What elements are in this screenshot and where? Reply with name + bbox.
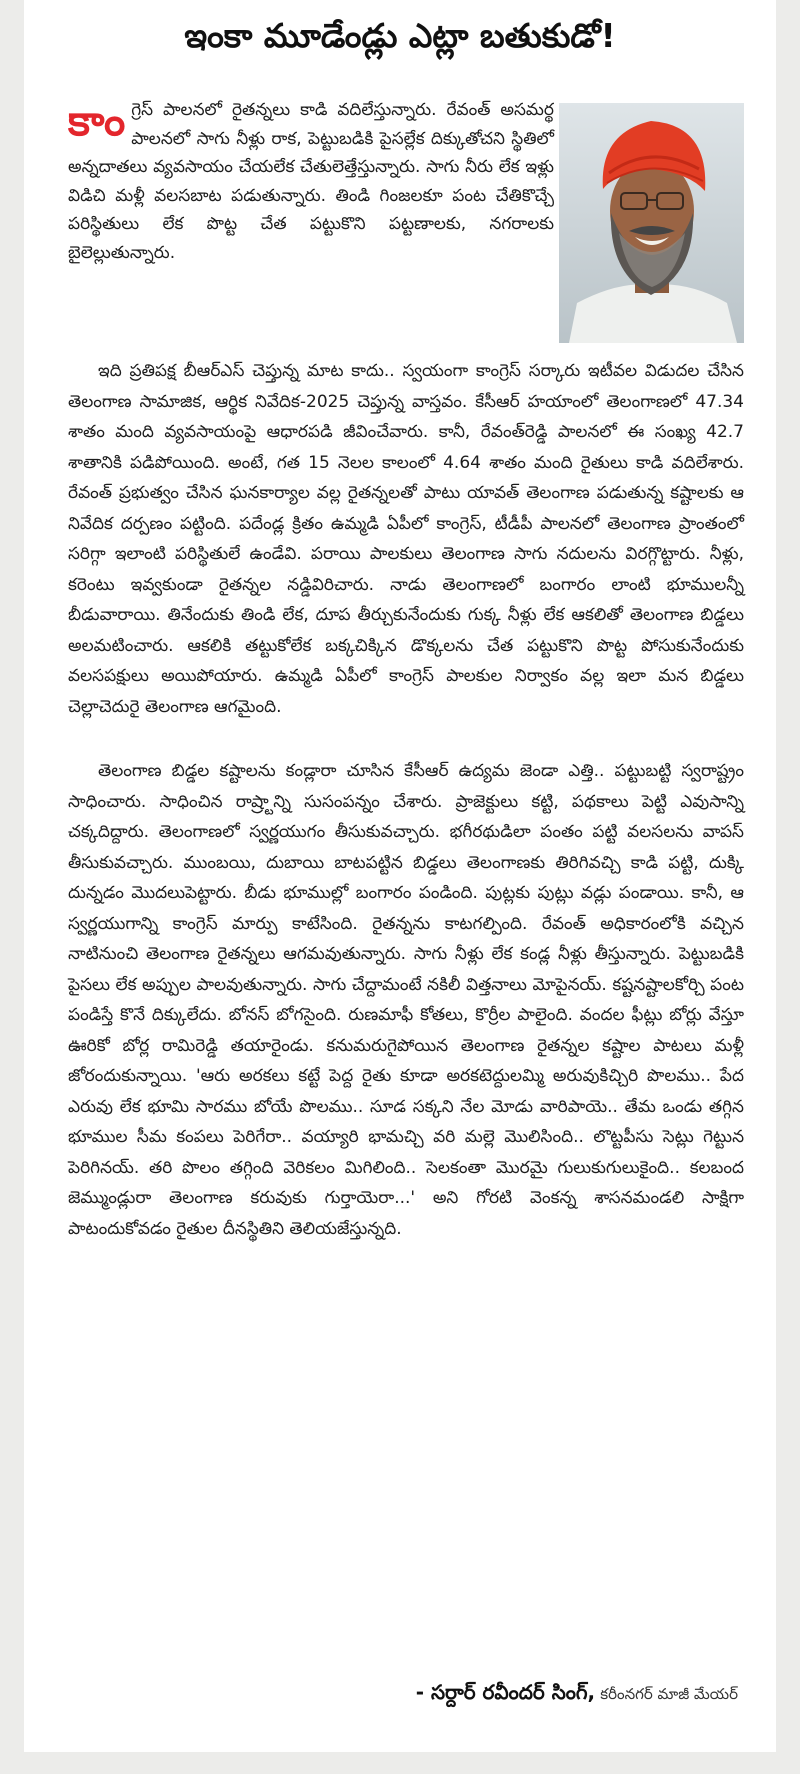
article-page xyxy=(24,0,776,1752)
drop-cap: కాం xyxy=(68,96,126,145)
body-paragraph: ఇది ప్రతిపక్ష బీఆర్ఎస్ చెప్తున్న మాట కాదు.. స్వయంగా కాంగ్రెస్ సర్కారు ఇటీవల విడుదల చేసిన తెలంగాణ సామాజిక, ఆర్థిక నివేదిక-2025 చెప్తున్న వాస్తవం. కేసీఆర్ హయాంలో తెలంగాణలో 47.34 శాతం మంది వ్యవసాయంపై ఆధారపడి జీవించేవారు. కానీ, రేవంత్‌రెడ్డి పాలనలో ఈ సంఖ్య 42.7 శాతానికి పడిపోయింది. అంటే, గత 15 నెలల కాలంలో 4.64 శాతం మంది రైతులు కాడి వదిలేశారు. రేవంత్ ప్రభుత్వం చేసిన ఘనకార్యాల వల్ల రైతన్నలతో పాటు యావత్ తెలంగాణ పడుతున్న కష్టాలకు ఆ నివేదిక దర్పణం పట్టింది. పదేండ్ల క్రితం ఉమ్మడి ఏపీలో కాంగ్రెస్, టీడీపీ పాలనలో తెలంగాణ ప్రాంతంలో సరిగ్గా ఇలాంటి పరిస్థితులే ఉండేవి. పరాయి పాలకులు తెలంగాణ సాగు నదులను విరగ్గొట్టారు. నీళ్లు, కరెంటు ఇవ్వకుండా రైతన్నల నడ్డివిరిచారు. నాడు తెలంగాణలో బంగారం లాంటి భూములన్నీ బీడువారాయి. తినేందుకు తిండి లేక, దూప తీర్చుకునేందుకు గుక్క నీళ్లు లేక ఆకలితో తెలంగాణ బిడ్డలు అలమటించారు. ఆకలికి తట్టుకోలేక బక్కచిక్కిన డొక్కలను చేత పట్టుకొని పొట్ట పోసుకునేందుకు వలసపక్షులు అయిపోయారు. ఉమ్మడి ఏపీలో కాంగ్రెస్ పాలకుల నిర్వాకం వల్ల ఇలా మన బిడ్డలు చెల్లాచెదురై తెలంగాణ ఆగమైంది. xyxy=(68,361,744,717)
author-role: కరీంనగర్ మాజీ మేయర్ xyxy=(600,1685,738,1703)
byline xyxy=(416,1680,738,1709)
body-paragraph: తెలంగాణ బిడ్డల కష్టాలను కండ్లారా చూసిన కేసీఆర్ ఉద్యమ జెండా ఎత్తి.. పట్టుబట్టి స్వరాష్ట్రం సాధించారు. సాధించిన రాష్ర్టాన్ని సుసంపన్నం చేశారు. ప్రాజెక్టులు కట్టి, పథకాలు పెట్టి ఎవుసాన్ని చక్కదిద్దారు. తెలంగాణలో స్వర్ణయుగం తీసుకువచ్చారు. భగీరథుడిలా పంతం పట్టి వలసలను వాపస్ తీసుకువచ్చారు. ముంబయి, దుబాయి బాటపట్టిన బిడ్డలు తెలంగాణకు తిరిగివచ్చి కాడి పట్టి, దుక్కి దున్నడం మొదలుపెట్టారు. బీడు భూముల్లో బంగారం పండింది. పుట్లకు పుట్లు వడ్లు పండాయి. కానీ, ఆ స్వర్ణయుగాన్ని కాంగ్రెస్ మార్పు కాటేసింది. రైతన్నను కాటగల్పింది. రేవంత్ అధికారంలోకి వచ్చిన నాటినుంచి తెలంగాణ రైతన్నలు ఆగమవుతున్నారు. సాగు నీళ్లు లేక కండ్ల నీళ్లు తీస్తున్నారు. పెట్టుబడికి పైసలు లేక అప్పుల పాలవుతున్నారు. సాగు చేద్దామంటే నకిలీ విత్తనాలు మోపైనయ్. కష్టనష్టాలకోర్చి పంట పండిస్తే కొనే దిక్కులేదు. బోనస్ బోగసైంది. రుణమాఫీ కోతలు, కొర్రీల పాలైంది. వందల ఫీట్లు బోర్లు వేస్తూ ఊరికో బోర్ల రామిరెడ్డి తయారైండు. కనుమరుగైపోయిన తెలంగాణ రైతన్నల కష్టాల పాటలు మళ్లీ జోరందుకున్నాయి. 'ఆరు అరకలు కట్టే పెద్ద రైతు కూడా అరకటెద్దులమ్మి అరువుకిచ్చిరి పొలము.. పేద ఎరువు లేక భూమి సారము బోయే పొలము.. సూడ సక్కని నేల మోడు వారిపాయె.. తేమ ఒండు తగ్గిన భూముల సీమ కంపలు పెరిగేరా.. వయ్యారి భామచ్చి వరి మల్లె మొలిసింది.. లొట్టపీసు సెట్లు గెట్టున పెరిగినయ్. తరి పొలం తగ్గింది వెరికలం మిగిలింది.. సెలకంతా మొరమై గులుకుగులుకైంది.. కలబంద జెమ్ముండ్లురా తెలంగాణ కరువుకు గుర్తాయెరా...' అని గోరటి వెంకన్న శాసనమండలి సాక్షిగా పాటందుకోవడం రైతుల దీనస్థితిని తెలియజేస్తున్నది. xyxy=(68,761,744,1239)
article-body xyxy=(68,356,744,1244)
author-photo xyxy=(559,103,744,343)
author-name: - సర్దార్ రవీందర్ సింగ్, xyxy=(415,1680,596,1704)
headline: ఇంకా మూడేండ్లు ఎట్లా బతుకుడో! xyxy=(184,16,616,55)
intro-text: గ్రెస్ పాలనలో రైతన్నలు కాడి వదిలేస్తున్నారు. రేవంత్ అసమర్థ పాలనలో సాగు నీళ్లు రాక, పెట్టుబడికి పైసల్లేక దిక్కుతోచని స్థితిలో అన్నదాతలు వ్యవసాయం చేయలేక చేతులెత్తేస్తున్నారు. సాగు నీరు లేక ఇళ్లు విడిచి మళ్లీ వలసబాట పడుతున్నారు. తిండి గింజలకూ పంట చేతికొచ్చే పరిస్థితులు లేక పొట్ట చేత పట్టుకొని పట్టణాలకు, నగరాలకు బైలెల్లుతున్నారు. xyxy=(68,100,554,263)
author-portrait-image xyxy=(559,103,744,343)
intro-paragraph xyxy=(68,96,554,267)
